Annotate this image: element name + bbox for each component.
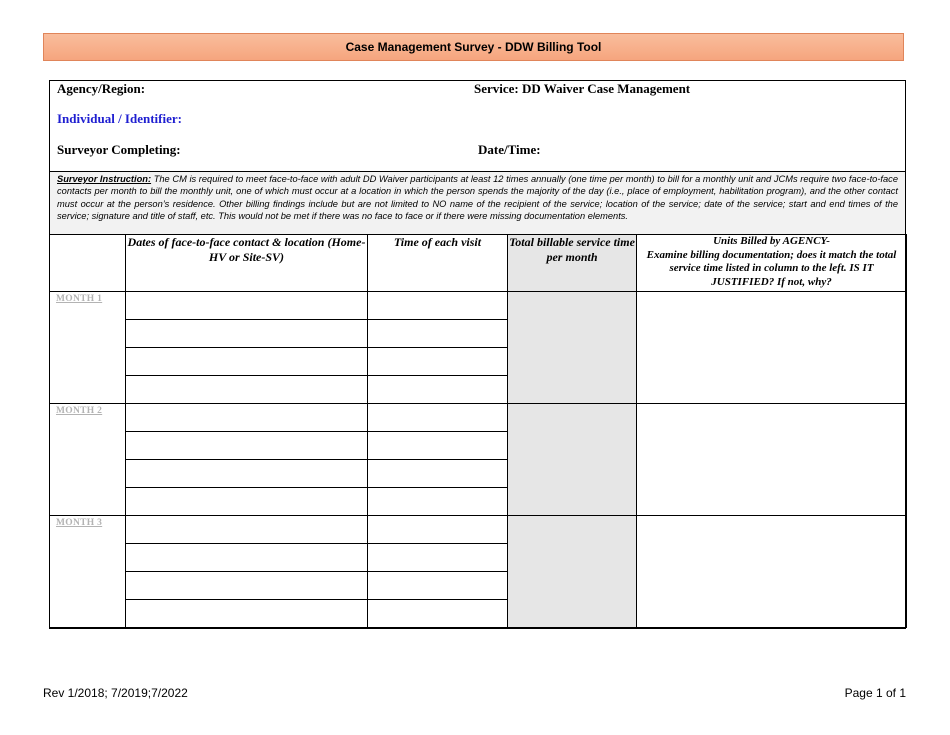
dates-header: Dates of face-to-face contact & location (Home-HV or Site-SV)	[126, 235, 368, 292]
dates-cell[interactable]	[126, 432, 368, 460]
units-billed-cell[interactable]	[637, 292, 907, 404]
table-row	[50, 292, 907, 320]
month-2-cell	[50, 404, 126, 516]
table-row	[50, 404, 907, 432]
dates-cell[interactable]	[126, 292, 368, 320]
time-cell[interactable]	[368, 516, 508, 544]
table-row	[50, 516, 907, 544]
month-3-cell	[50, 516, 126, 628]
time-cell[interactable]	[368, 292, 508, 320]
instruction-text: The CM is required to meet face-to-face with adult DD Waiver participants at least 12 times annually (one time per month) to bill for a monthly unit and JCMs require two face-to-face contacts per month to bill the monthly unit, one of which must occur at a location in which the person spends the majority of the day (i.e., place of employment, habilitation program), and the other contact must occur at the person’s residence. Other billing findings include but are not limited to NO name of the recipient of the service; location of the service; date of the service; start and end times of the service; signature and title of staff, etc. This would not be met if there was no face to face or if there were missing documentation elements.	[57, 174, 898, 221]
time-cell[interactable]	[368, 600, 508, 628]
time-cell[interactable]	[368, 460, 508, 488]
dates-cell[interactable]	[126, 348, 368, 376]
time-cell[interactable]	[368, 404, 508, 432]
agency-region-label: Agency/Region:	[57, 81, 146, 96]
dates-cell[interactable]	[126, 488, 368, 516]
page-number: Page 1 of 1	[844, 686, 906, 700]
dates-cell[interactable]	[126, 516, 368, 544]
dates-cell[interactable]	[126, 404, 368, 432]
time-cell[interactable]	[368, 572, 508, 600]
dates-cell[interactable]	[126, 544, 368, 572]
month-label: MONTH 3	[56, 518, 103, 528]
units-billed-cell[interactable]	[637, 404, 907, 516]
surveyor-completing-label: Surveyor Completing:	[57, 142, 181, 157]
dates-cell[interactable]	[126, 376, 368, 404]
instruction-label: Surveyor Instruction:	[57, 174, 152, 184]
survey-form	[49, 80, 906, 629]
billing-table	[49, 234, 907, 628]
time-cell[interactable]	[368, 348, 508, 376]
time-cell[interactable]	[368, 432, 508, 460]
time-header: Time of each visit	[368, 235, 508, 292]
month-header-cell	[50, 235, 126, 292]
date-time-label: Date/Time:	[478, 142, 541, 157]
revision-footer: Rev 1/2018; 7/2019;7/2022	[43, 686, 188, 700]
total-time-header: Total billable service time per month	[508, 235, 637, 292]
dates-cell[interactable]	[126, 320, 368, 348]
units-billed-instructions: Examine billing documentation; does it match the total service time listed in column to the left. IS IT JUSTIFIED? If not, why?	[646, 248, 897, 288]
total-time-cell[interactable]	[508, 292, 637, 404]
dates-cell[interactable]	[126, 600, 368, 628]
time-cell[interactable]	[368, 544, 508, 572]
total-time-cell[interactable]	[508, 516, 637, 628]
month-1-cell	[50, 292, 126, 404]
time-cell[interactable]	[368, 376, 508, 404]
page-title: Case Management Survey - DDW Billing Tool	[43, 33, 904, 61]
time-cell[interactable]	[368, 488, 508, 516]
units-billed-cell[interactable]	[637, 516, 907, 628]
time-cell[interactable]	[368, 320, 508, 348]
total-time-cell[interactable]	[508, 404, 637, 516]
surveyor-instruction	[50, 171, 905, 234]
month-label: MONTH 2	[56, 406, 103, 416]
dates-cell[interactable]	[126, 460, 368, 488]
service-label: Service: DD Waiver Case Management	[474, 81, 691, 96]
header-row	[50, 235, 907, 292]
dates-cell[interactable]	[126, 572, 368, 600]
units-billed-header	[637, 235, 907, 292]
units-billed-title: Units Billed by AGENCY-	[713, 235, 830, 247]
month-label: MONTH 1	[56, 294, 103, 304]
individual-identifier-label: Individual / Identifier:	[57, 111, 182, 126]
